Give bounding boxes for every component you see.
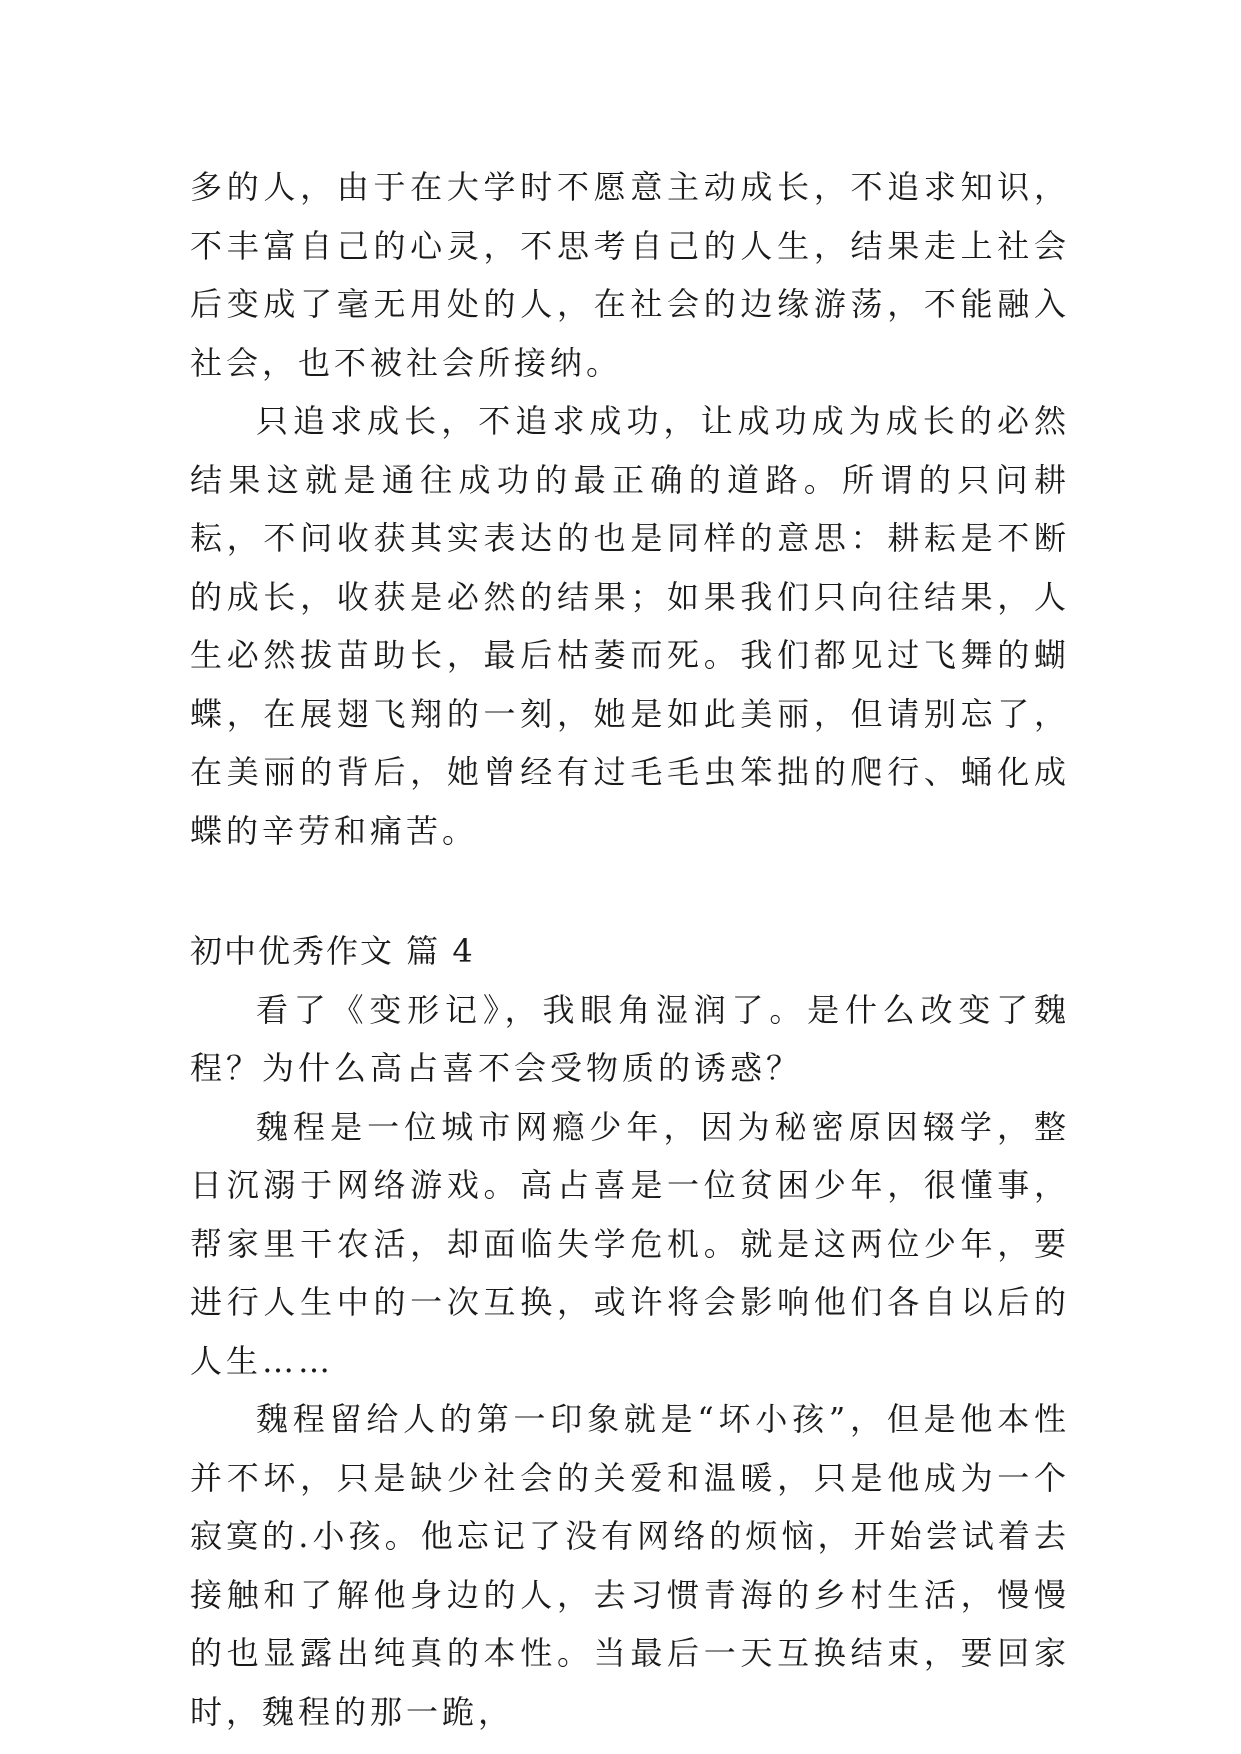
paragraph-1: 多的人，由于在大学时不愿意主动成长，不追求知识，不丰富自己的心灵，不思考自己的人生，结果走上社会后变成了毫无用处的人，在社会的边缘游荡，不能融入社会，也不被社会所接纳。 <box>190 168 1070 382</box>
paragraph-3: 看了《变形记》，我眼角湿润了。是什么改变了魏程？为什么高占喜不会受物质的诱惑？ <box>190 990 1070 1087</box>
section-heading: 初中优秀作文 篇 4 <box>190 932 475 970</box>
text-column <box>190 158 1070 1741</box>
paragraph-4: 魏程是一位城市网瘾少年，因为秘密原因辍学，整日沉溺于网络游戏。高占喜是一位贫困少年，很懂事，帮家里干农活，却面临失学危机。就是这两位少年，要进行人生中的一次互换，或许将会影响他们各自以后的人生…… <box>190 1107 1070 1380</box>
paragraph-2: 只追求成长，不追求成功，让成功成为成长的必然结果这就是通往成功的最正确的道路。所谓的只问耕耘，不问收获其实表达的也是同样的意思：耕耘是不断的成长，收获是必然的结果；如果我们只向往结果，人生必然拔苗助长，最后枯萎而死。我们都见过飞舞的蝴蝶，在展翅飞翔的一刻，她是如此美丽，但请别忘了，在美丽的背后，她曾经有过毛毛虫笨拙的爬行、蛹化成蝶的辛劳和痛苦。 <box>190 402 1070 850</box>
paragraph-5: 魏程留给人的第一印象就是“坏小孩”，但是他本性并不坏，只是缺少社会的关爱和温暖，只是他成为一个寂寞的.小孩。他忘记了没有网络的烦恼，开始尝试着去接触和了解他身边的人，去习惯青海的乡村生活，慢慢的也显露出纯真的本性。当最后一天互换结束，要回家时，魏程的那一跪， <box>190 1400 1070 1731</box>
